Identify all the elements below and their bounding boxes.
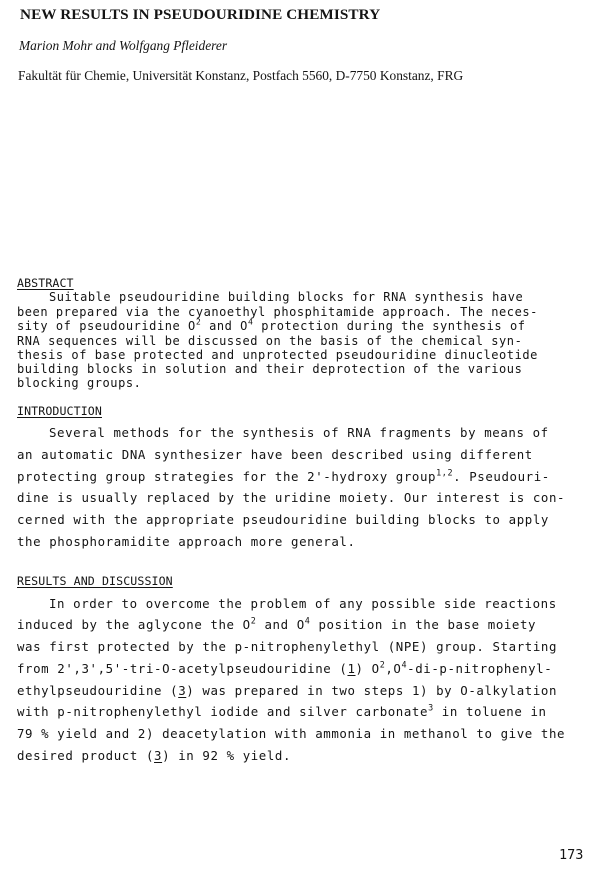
intro-line: an automatic DNA synthesizer have been described using different [17,447,533,462]
results-line: desired product (3) in 92 % yield. [17,748,292,763]
results-line: induced by the aglycone the $O^2$ and $O^4$ position in the base moiety [17,615,537,632]
abstract-line: blocking groups. [17,376,142,390]
intro-line: the phosphoramidite approach more general. [17,534,356,549]
abstract-line: been prepared via the cyanoethyl phosphitamide approach. The neces- [17,305,538,319]
paper-affiliation: Fakultät für Chemie, Universität Konstanz, Postfach 5560, D-7750 Konstanz, FRG [18,68,464,83]
results-line: 79 % yield and 2) deacetylation with ammonia in methanol to give the [17,726,566,741]
paper-title: NEW RESULTS IN PSEUDOURIDINE CHEMISTRY [20,6,381,23]
abstract-heading: ABSTRACT [17,276,74,290]
results-line: from 2',3',5'-tri-O-acetylpseudouridine (1) $O^2,O^4-di-p-nitrophenyl-$ [17,659,553,676]
intro-line: protecting group strategies for the 2'-hydroxy group$^{1,2}$. Pseudouri- [17,467,550,484]
intro-line: cerned with the appropriate pseudouridine building blocks to apply [17,512,549,527]
results-line: In order to overcome the problem of any possible side reactions [49,596,557,611]
intro-line: Several methods for the synthesis of RNA fragments by means of [49,425,549,440]
abstract-line: building blocks in solution and their deprotection of the various [17,362,523,376]
paper-authors: Marion Mohr and Wolfgang Pfleiderer [19,38,228,53]
results-line: with p-nitrophenylethyl iodide and silver carbonate$^3$ in toluene in [17,702,547,719]
page-number: 173 [559,847,584,863]
abstract-line: sity of pseudouridine $O^2$ and $O^4$ protection during the synthesis of [17,316,526,333]
intro-line: dine is usually replaced by the uridine moiety. Our interest is con- [17,490,566,505]
introduction-heading: INTRODUCTION [17,404,102,418]
abstract-line: RNA sequences will be discussed on the basis of the chemical syn- [17,334,523,348]
results-line: was first protected by the p-nitrophenylethyl (NPE) group. Starting [17,639,558,654]
results-line: ethylpseudouridine (3) was prepared in two steps 1) by O-alkylation [17,683,558,698]
abstract-line: thesis of base protected and unprotected pseudouridine dinucleotide [17,348,538,362]
abstract-line: Suitable pseudouridine building blocks for RNA synthesis have [49,290,524,304]
results-heading: RESULTS AND DISCUSSION [17,574,173,588]
